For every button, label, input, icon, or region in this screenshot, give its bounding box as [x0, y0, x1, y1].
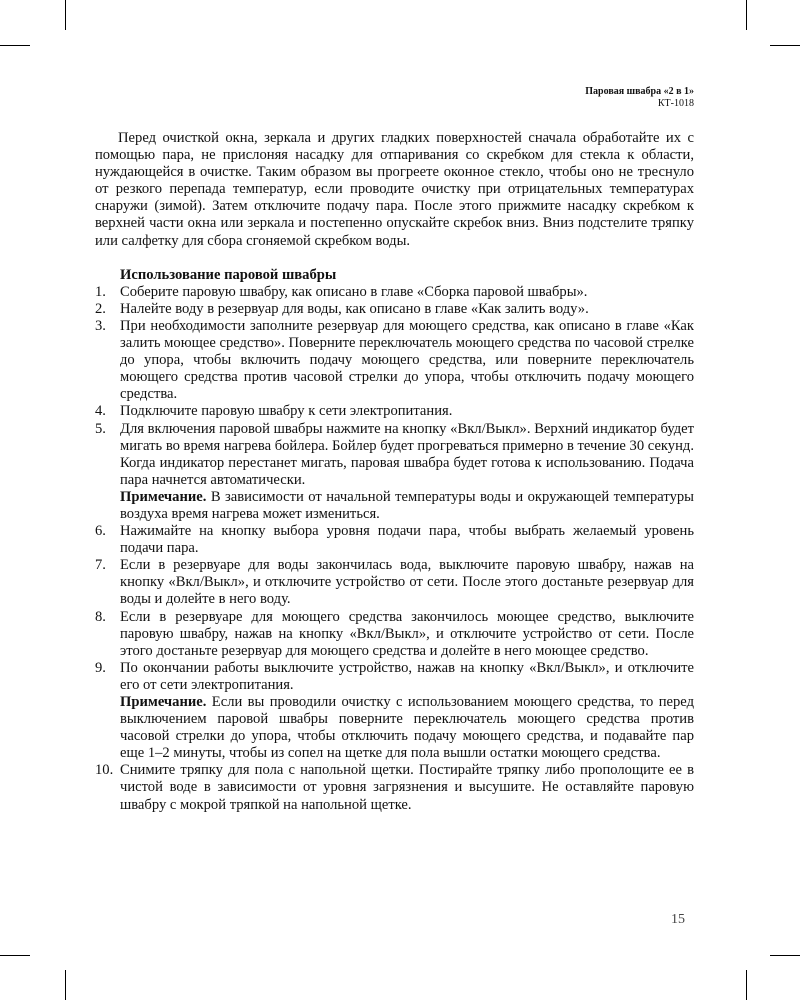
list-item — [95, 318, 694, 403]
list-item — [95, 301, 694, 318]
step-number: 4. — [95, 403, 106, 420]
list-item — [95, 557, 694, 608]
list-item — [95, 660, 694, 763]
crop-mark-right-bottom — [770, 955, 800, 956]
crop-mark-bottom-right — [746, 970, 747, 1000]
note-text: В зависимости от начальной температуры воды и окружающей температуры воздуха время нагрева может измениться. — [120, 488, 694, 522]
page-content — [95, 130, 694, 814]
list-item — [95, 403, 694, 420]
section-title: Использование паровой швабры — [120, 266, 337, 283]
crop-mark-left-bottom — [0, 955, 30, 956]
step-text: Снимите тряпку для пола с напольной щетки. Постирайте тряпку либо прополощите ее в чистой воде в зависимости от уровня загрязнения и высушите. Не оставляйте паровую швабру с мокрой тряпкой на напольной щетке. — [120, 762, 694, 813]
page-number: 15 — [671, 912, 685, 927]
crop-mark-top-left — [65, 0, 66, 30]
step-body — [120, 660, 694, 763]
list-item — [95, 284, 694, 301]
note-label: Примечание. — [120, 488, 207, 505]
header-title: Паровая швабра «2 в 1» — [585, 86, 694, 97]
crop-mark-top-right — [746, 0, 747, 30]
intro-paragraph: Перед очисткой окна, зеркала и других гладких поверхностей сначала обработайте их с помощью пара, не прислоняя насадку для отпаривания со скребком для стекла к области, нуждающейся в очистке. Таким образом вы прогреете оконное стекло, чтобы оно не треснуло от резкого перепада температур, если проводите очистку при отрицательных температурах снаружи (зимой). Затем отключите подачу пара. После этого прижмите насадку скребком к верхней части окна или зеркала и постепенно опускайте скребок вниз. Вниз подстелите тряпку или салфетку для сбора сгоняемой скребком воды. — [95, 130, 694, 249]
note-text: Если вы проводили очистку с использованием моющего средства, то перед выключением паровой швабры поверните переключатель моющего средства против часовой стрелки до упора, чтобы отключить подачу моющего средства, и подавайте пар еще 1–2 минуты, чтобы из сопел на щетке для пола вышли остатки моющего средства. — [120, 694, 694, 762]
steps-list — [95, 284, 694, 814]
step-body — [120, 421, 694, 524]
step-number: 6. — [95, 523, 106, 540]
step-body — [120, 318, 694, 403]
step-body — [120, 557, 694, 608]
step-text: Если в резервуаре для воды закончилась вода, выключите паровую швабру, нажав на кнопку «Вкл/Выкл», и отключите устройство от сети. После этого достаньте резервуар для воды и долейте в него воду. — [120, 557, 694, 608]
step-number: 2. — [95, 300, 106, 317]
step-text: Для включения паровой швабры нажмите на кнопку «Вкл/Выкл». Верхний индикатор будет мигать во время нагрева бойлера. Бойлер будет прогреваться примерно в течение 30 секунд. Когда индикатор перестанет мигать, паровая швабра будет готова к использованию. Подача пара начнется автоматически. — [120, 420, 694, 488]
list-item — [95, 762, 694, 813]
step-body — [120, 301, 694, 318]
running-header — [585, 86, 694, 110]
step-note — [120, 694, 694, 762]
header-model: КТ-1018 — [657, 98, 694, 109]
crop-mark-bottom-left — [65, 970, 66, 1000]
step-text: Нажимайте на кнопку выбора уровня подачи пара, чтобы выбрать желаемый уровень подачи пара. — [120, 523, 694, 557]
step-text: По окончании работы выключите устройство, нажав на кнопку «Вкл/Выкл», и отключите его от сети электропитания. — [120, 659, 694, 693]
step-number: 7. — [95, 557, 106, 574]
step-number: 3. — [95, 317, 106, 334]
step-number: 1. — [95, 283, 106, 300]
step-number: 10. — [95, 762, 114, 779]
step-body — [120, 609, 694, 660]
step-body — [120, 403, 694, 420]
step-number: 9. — [95, 659, 106, 676]
step-text: Если в резервуаре для моющего средства закончилось моющее средство, выключите паровую швабру, нажав на кнопку «Вкл/Выкл», и отключите устройство от сети. После этого достаньте резервуар для моющего средства и долейте в него моющее средство. — [120, 608, 694, 659]
step-body — [120, 762, 694, 813]
list-item — [95, 523, 694, 557]
crop-mark-left-top — [0, 45, 30, 46]
step-note — [120, 489, 694, 523]
note-label: Примечание. — [120, 694, 207, 710]
step-body — [120, 523, 694, 557]
step-text: При необходимости заполните резервуар для моющего средства, как описано в главе «Как залить моющее средство». Поверните переключатель моющего средства по часовой стрелке до упора, чтобы включить подачу моющего средства, или поверните переключатель моющего средства против часовой стрелки до упора, чтобы отключить подачу моющего средства. — [120, 317, 694, 403]
step-text: Подключите паровую швабру к сети электропитания. — [120, 403, 453, 420]
list-item — [95, 421, 694, 524]
list-item — [95, 609, 694, 660]
step-text: Соберите паровую швабру, как описано в главе «Сборка паровой швабры». — [120, 283, 588, 300]
step-number: 5. — [95, 420, 106, 437]
crop-mark-right-top — [770, 45, 800, 46]
step-number: 8. — [95, 608, 106, 625]
step-body — [120, 284, 694, 301]
step-text: Налейте воду в резервуар для воды, как описано в главе «Как залить воду». — [120, 300, 589, 317]
